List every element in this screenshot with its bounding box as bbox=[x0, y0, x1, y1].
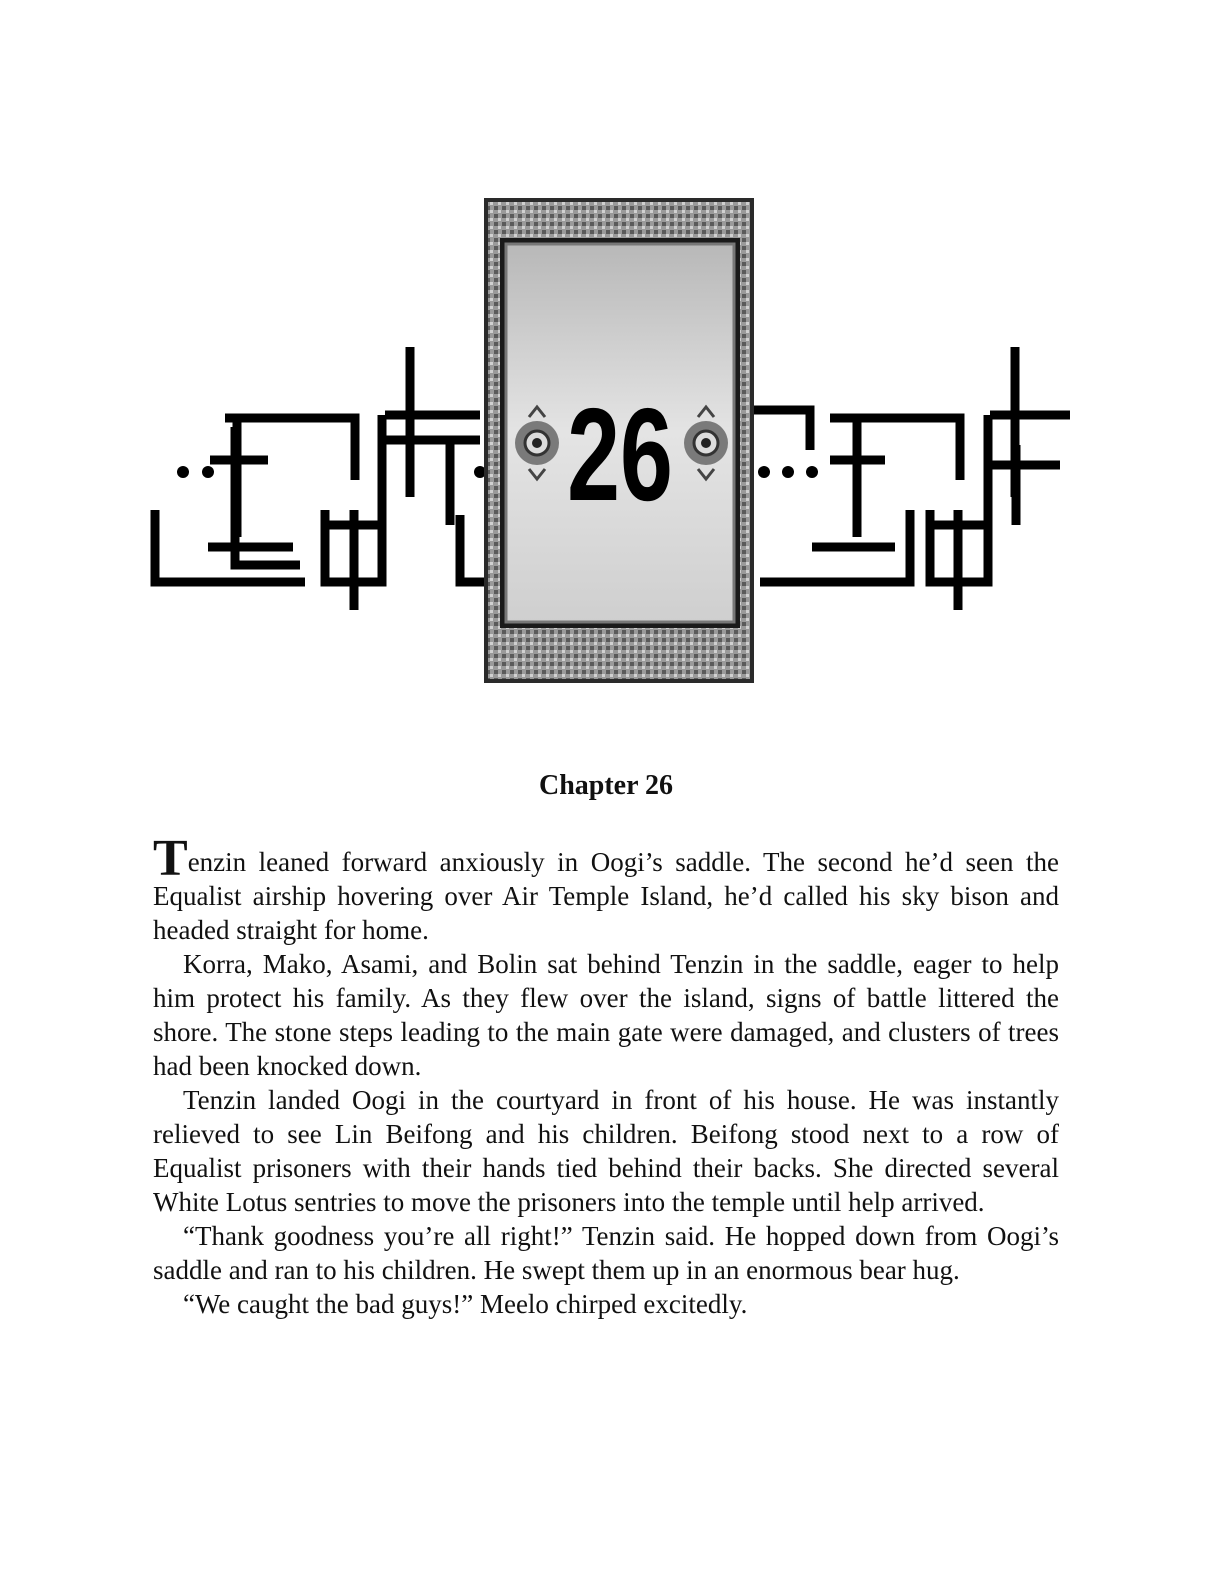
chapter-number-graphic: 26 bbox=[567, 381, 673, 529]
drop-cap: T bbox=[153, 830, 188, 887]
chapter-body bbox=[153, 830, 1059, 1321]
chapter-title: Chapter 26 bbox=[538, 770, 674, 801]
left-knot-ornament bbox=[155, 347, 486, 610]
paragraph-3: Tenzin landed Oogi in the courtyard in front of his house. He was instantly relieved to see Lin Beifong and his children. Beifong stood next to a row of Equalist prisoners with their hands tied behind their backs. She directed several White Lotus sentries to move the prisoners into the temple until help arrived. bbox=[153, 1085, 1059, 1217]
paragraph-1-text: enzin leaned forward anxiously in Oogi’s saddle. The second he’d seen the Equalist airship hovering over Air Temple Island, he’d called his sky bison and headed straight for home. bbox=[153, 847, 1059, 945]
chapter-ornament bbox=[150, 190, 1074, 690]
right-knot-ornament bbox=[754, 347, 1070, 610]
paragraph-4: “Thank goodness you’re all right!” Tenzin said. He hopped down from Oogi’s saddle and ran to his children. He swept them up in an enormous bear hug. bbox=[153, 1221, 1059, 1285]
paragraph-5: “We caught the bad guys!” Meelo chirped excitedly. bbox=[183, 1289, 748, 1319]
paragraph-1 bbox=[153, 830, 1059, 947]
paragraph-2: Korra, Mako, Asami, and Bolin sat behind Tenzin in the saddle, eager to help him protect his family. As they flew over the island, signs of battle littered the shore. The stone steps leading to the main gate were damaged, and clusters of trees had been knocked down. bbox=[153, 949, 1059, 1081]
